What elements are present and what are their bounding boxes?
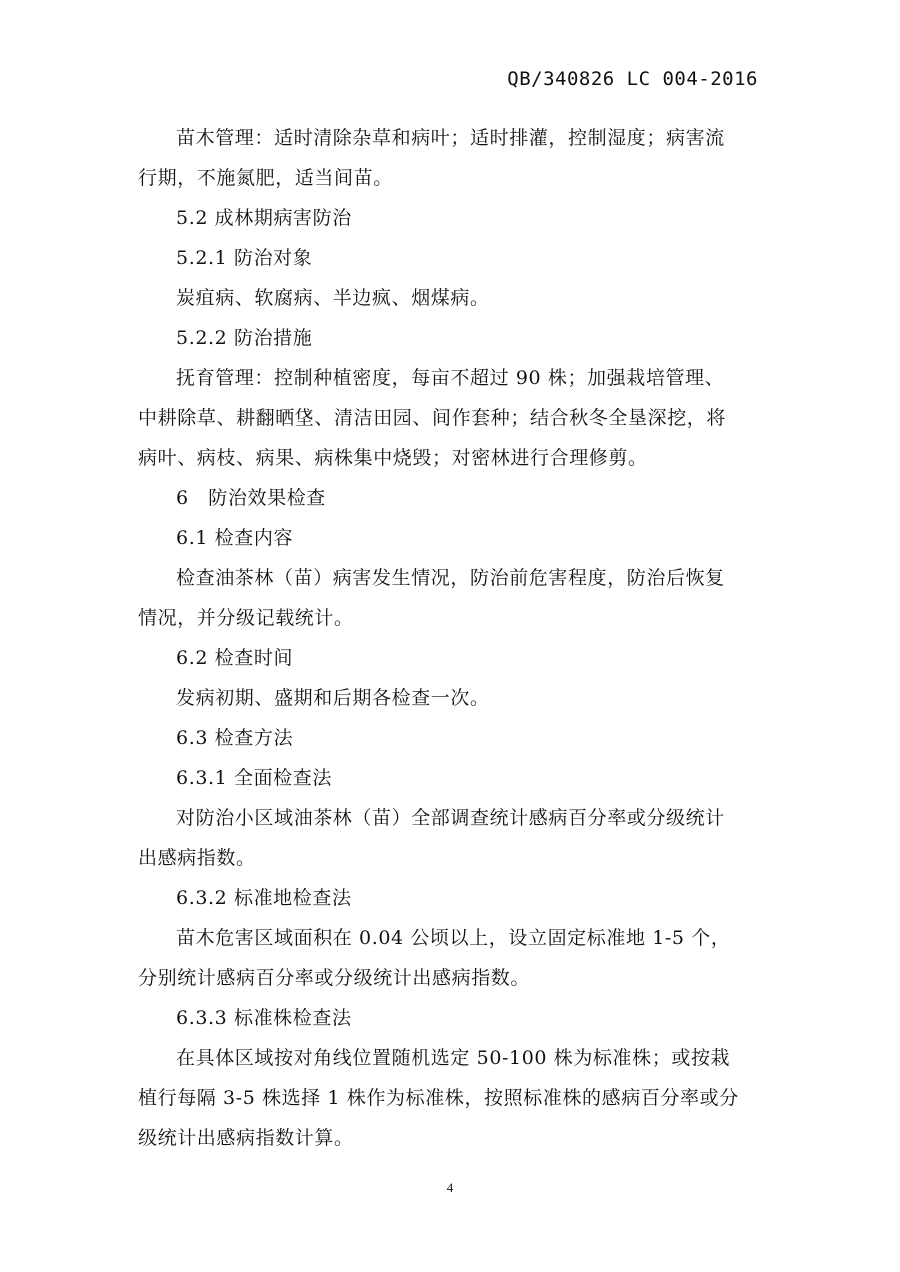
- section-heading: 5.2.2 防治措施: [176, 327, 313, 349]
- body-line: 行期，不施氮肥，适当间苗。: [138, 167, 393, 189]
- body-line: 出感病指数。: [138, 847, 256, 869]
- body-line: 炭疽病、软腐病、半边疯、烟煤病。: [176, 287, 490, 309]
- section-heading: 6.1 检查内容: [176, 527, 294, 549]
- body-line: 级统计出感病指数计算。: [138, 1127, 354, 1149]
- body-line: 发病初期、盛期和后期各检查一次。: [176, 687, 490, 709]
- section-heading: 6.3.3 标准株检查法: [176, 1007, 352, 1029]
- body-line: 苗木危害区域面积在 0.04 公顷以上，设立固定标准地 1-5 个，: [176, 927, 731, 949]
- body-line: 检查油茶林（苗）病害发生情况，防治前危害程度，防治后恢复: [176, 567, 725, 589]
- body-line: 情况，并分级记载统计。: [138, 607, 354, 629]
- document-code: QB/340826 LC 004-2016: [507, 68, 758, 90]
- body-line: 在具体区域按对角线位置随机选定 50-100 株为标准株；或按栽: [176, 1047, 731, 1069]
- section-heading: 6 防治效果检查: [176, 487, 326, 509]
- body-line: 中耕除草、耕翻晒垡、清洁田园、间作套种；结合秋冬全垦深挖，将: [138, 407, 727, 429]
- document-body: [138, 118, 768, 1158]
- section-heading: 6.3.1 全面检查法: [176, 767, 332, 789]
- body-line: 分别统计感病百分率或分级统计出感病指数。: [138, 967, 531, 989]
- body-line: 苗木管理：适时清除杂草和病叶；适时排灌，控制湿度；病害流: [176, 127, 725, 149]
- section-heading: 5.2 成林期病害防治: [176, 207, 352, 229]
- section-heading: 6.3 检查方法: [176, 727, 294, 749]
- body-line: 对防治小区域油茶林（苗）全部调查统计感病百分率或分级统计: [176, 807, 725, 829]
- body-line: 病叶、病枝、病果、病株集中烧毁；对密林进行合理修剪。: [138, 447, 648, 469]
- page-number: 4: [446, 1180, 454, 1195]
- section-heading: 6.2 检查时间: [176, 647, 294, 669]
- section-heading: 6.3.2 标准地检查法: [176, 887, 352, 909]
- body-line: 植行每隔 3-5 株选择 1 株作为标准株，按照标准株的感病百分率或分: [138, 1087, 739, 1109]
- body-line: 抚育管理：控制种植密度，每亩不超过 90 株；加强栽培管理、: [176, 367, 725, 389]
- section-heading: 5.2.1 防治对象: [176, 247, 313, 269]
